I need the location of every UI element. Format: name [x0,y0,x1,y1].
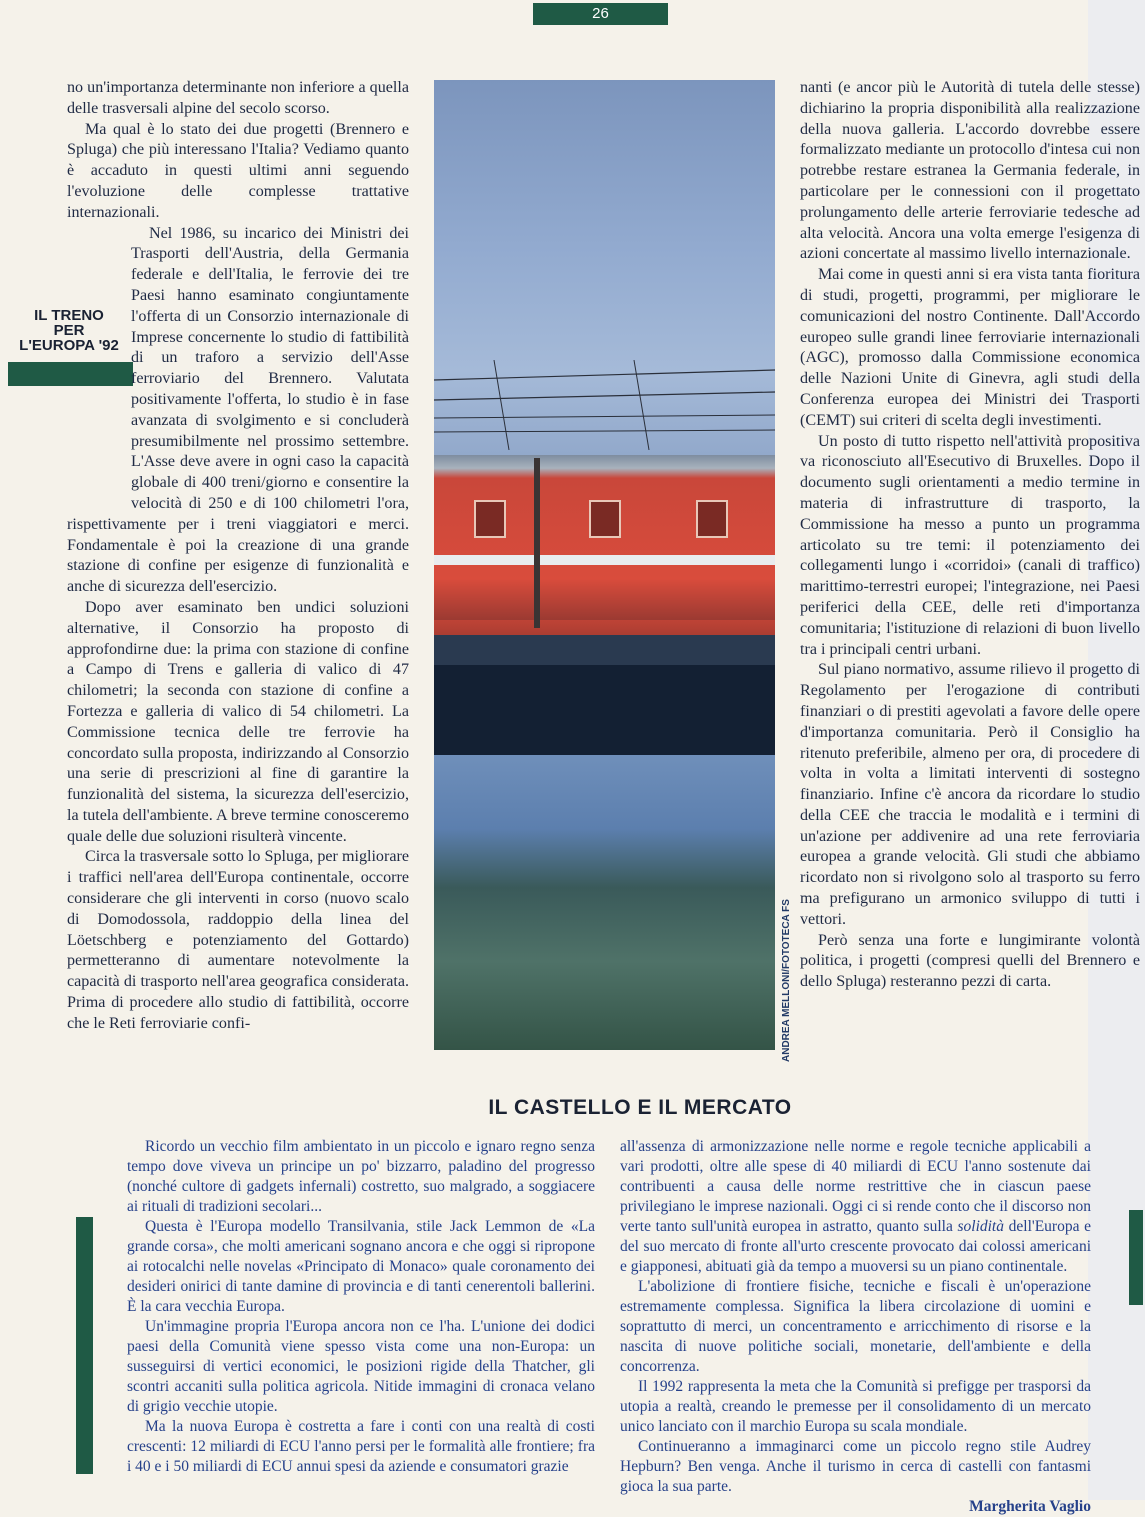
train-window [474,500,506,538]
text-run: dell'Europa e del suo mercato di fronte all'urto crescente provocato dai colossi americani e giapponesi, abituati già da tempo a muoversi su un piano continentale. [620,1218,1091,1275]
paragraph: Il 1992 rappresenta la meta che la Comunità si prefigge per trasporsi da utopia a realtà, creando le premesse per il consolidamento di un mercato unico lanciato con il marchio Europa su scala mondiale. [620,1378,1091,1435]
train-photo [434,80,775,1050]
box-column-right [620,1137,1091,1517]
paragraph: L'abolizione di frontiere fisiche, tecniche e fiscali è un'operazione estremamente complessa. Significa la libera circolazione di uomini e soprattutto di merci, un concentramento e arricchimento di risorse e la nascita di nuove politiche sociali, monetarie, dell'ambiente e della concorrenza. [620,1278,1091,1375]
paragraph: Ricordo un vecchio film ambientato in un piccolo e ignaro regno senza tempo dove viveva un principe un po' bizzarro, paladino del progresso (nonché cultore di gadgets infernali) costretto, suo malgrado, a soggiacere ai rituali di tradizioni secolari... [127,1138,595,1215]
paragraph: Ma la nuova Europa è costretta a fare i conti con una realtà di costi crescenti: 12 miliardi di ECU l'anno persi per le formalità alle frontiere; fra i 40 e i 50 miliardi di ECU annui spesi da aziende e consumatori grazie [127,1418,595,1475]
overhead-wires [434,360,775,450]
box-title: IL CASTELLO E IL MERCATO [488,1096,792,1119]
article-column-right [800,78,1140,993]
paragraph: Nel 1986, su incarico dei Ministri dei Trasporti dell'Austria, della Germania federale e dell'Italia, le ferrovie dei tre Paesi hanno esaminato congiuntamente l'offerta di un Consorzio internazionale di Imprese concernente lo studio di fattibilità di un traforo a servizio dell'Asse ferroviario del Brennero. Valutata positivamente l'offerta, lo studio è in fase avanzata di svolgimento e si concluderà presumibilmente nel prossimo settembre. L'Asse deve avere in ogni caso la capacità globale di 400 treni/giorno e consentire la velocità di 250 e di 100 chilometri l'ora, rispettivamente per i treni viaggiatori e merci. Fondamentale è poi la creazione di una grande stazione di confine per esigenze di funzionalità e anche di sicurezza dell'esercizio. [67,224,409,596]
bridge-deck [434,635,775,665]
paragraph: Ma qual è lo stato dei due progetti (Brennero e Spluga) che più interessano l'Italia? Vediamo quanto è accaduto in questi ultimi anni seguendo l'evoluzione delle complesse trattative internazionali. [67,120,409,221]
paragraph: Circa la trasversale sotto lo Spluga, per migliorare i traffici nell'area dell'Europa continentale, occorre considerare che gli interventi in corso (nuovo scalo di Domodossola, raddoppio della linea del Löetschberg e potenziamento del Gottardo) permetteranno di aumentare notevolmente la capacità di trasporto nell'area geografica considerata. Prima di procedere allo studio di fattibilità, occorre che le Reti ferroviarie confi- [67,848,409,1032]
article-column-left [67,78,409,1035]
paragraph: Dopo aver esaminato ben undici soluzioni alternative, il Consorzio ha proposto di approfondirne due: la prima con stazione di confine a Campo di Trens e galleria di valico di 47 chilometri; la seconda con stazione di confine a Fortezza e galleria di valico di 54 chilometri. La Commissione tecnica delle tre ferrovie ha concordato sulla proposta, indirizzando al Consorzio una serie di prescrizioni al fine di garantire la funzionalità del sistema, la sicurezza dell'esercizio, la tutela dell'ambiente. A breve termine conosceremo quale delle due soluzioni risulterà vincente. [67,598,409,845]
paragraph: nanti (e ancor più le Autorità di tutela delle stesse) dichiarino la propria disponibilità alla realizzazione della nuova galleria. L'accordo dovrebbe essere formalizzato mediante un protocollo d'intesa cui non potrebbe restare estranea la Germania federale, in particolare per le connessioni con il progettato prolungamento delle arterie ferroviarie tedesche ad alta velocità. Ancora una volta emerge l'esigenza di azioni concertate al massimo livello internazionale. [800,79,1140,263]
paragraph [620,1137,1091,1277]
paragraph: Un posto di tutto rispetto nell'attività propositiva va riconosciuto all'Esecutivo di Bruxelles. Dopo il documento sugli orientamenti a medio termine in materia di infrastrutture di trasporto, la Commissione ha messo a punto un programma articolato su tre temi: il potenziamento dei collegamenti lungo i «corridoi» (canali di traffico) marittimo-terrestri europei; l'integrazione, nei Paesi periferici della CEE, delle reti d'importanza comunitaria; l'istituzione di relazioni di buon livello tra i principali centri urbani. [800,432,1140,658]
paragraph: Questa è l'Europa modello Transilvania, stile Jack Lemmon de «La grande corsa», che molti americani sognano ancora e che oggi si ripropone ai rotocalchi nelle novelas «Principato di Monaco» quale coronamento dei desideri onirici di tante damine di provincia e di tanti cenerentoli ballerini. È la cara vecchia Europa. [127,1218,595,1315]
text-run: all'assenza di armonizzazione nelle norme e regole tecniche applicabili a vari prodotti, oltre alle spese di 40 miliardi di ECU l'anno sostenute dai contribuenti a causa delle norme restrittive che in ciascun paese privilegiano le imprese nazionali. Oggi ci si rende conto che il discorso non verte tanto sull'unità europea in astratto, quanto sulla [620,1138,1091,1235]
box-column-left [127,1137,595,1477]
train-window [589,500,621,538]
photo-credit: ANDREA MELLONI/FOTOTECA FS [781,899,792,1062]
paragraph: Un'immagine propria l'Europa ancora non ce l'ha. L'unione dei dodici paesi della Comunità viene spesso vista come una non-Europa: un susseguirsi di vertici economici, le posizioni rigide della Thatcher, gli scontri accaniti sulla politica agricola. Nitide immagini di cronaca velano di grigio vecchie utopie. [127,1318,595,1415]
carriage-gap [534,458,540,628]
emphasis: solidità [957,1218,1004,1235]
box-accent-right [1129,1210,1143,1305]
page-number: 26 [533,3,668,25]
paragraph: no un'importanza determinante non inferiore a quella delle trasversali alpine del secolo scorso. [67,79,409,117]
author-signature: Margherita Vaglio [969,1498,1091,1515]
river-water [434,755,775,1050]
sidebar-wrap-space [67,390,131,502]
bridge-underside [434,665,775,755]
sidebar-label-line1: IL TRENO [34,307,104,324]
paragraph: Continueranno a immaginarci come un piccolo regno stile Audrey Hepburn? Ben venga. Anche il turismo in cerca di castelli con fantasmi gioca la sua parte. [620,1438,1091,1495]
paragraph: Però senza una forte e lungimirante volontà politica, i progetti (compresi quelli del Brennero e dello Spluga) resteranno pezzi di carta. [800,931,1140,991]
train-window [696,500,728,538]
paragraph: Mai come in questi anni si era vista tanta fioritura di studi, progetti, programmi, per migliorare le comunicazioni del nostro Continente. Dall'Accordo europeo sulle grandi linee ferroviarie internazionali (AGC), promosso dalla Commissione economica delle Nazioni Unite di Ginevra, agli studi della Conferenza europea dei Ministri dei Trasporti (CEMT) sui criteri di scelta degli investimenti. [800,266,1140,429]
sidebar-label-line3: L'EUROPA '92 [19,337,119,354]
train-stripe [434,555,775,565]
paragraph: Sul piano normativo, assume rilievo il progetto di Regolamento per l'erogazione di contributi finanziari o di prestiti agevolati a favore delle opere d'importanza comunitaria. Però il Consiglio ha ritenuto preferibile, almeno per ora, di procedere di volta in volta a limitati interventi di sostegno finanziario. Infine c'è ancora da ricordare lo studio della CEE che traccia le modalità e i termini di un'azione per addivenire ad una rete ferroviaria europea a grande velocità. Gli studi che abbiamo ricordato non si rivolgono solo al trasporto su ferro ma prefigurano un armonico sviluppo di tutti i vettori. [800,661,1140,928]
sidebar-label-line2: PER [53,322,85,339]
box-accent-left [76,1217,93,1474]
